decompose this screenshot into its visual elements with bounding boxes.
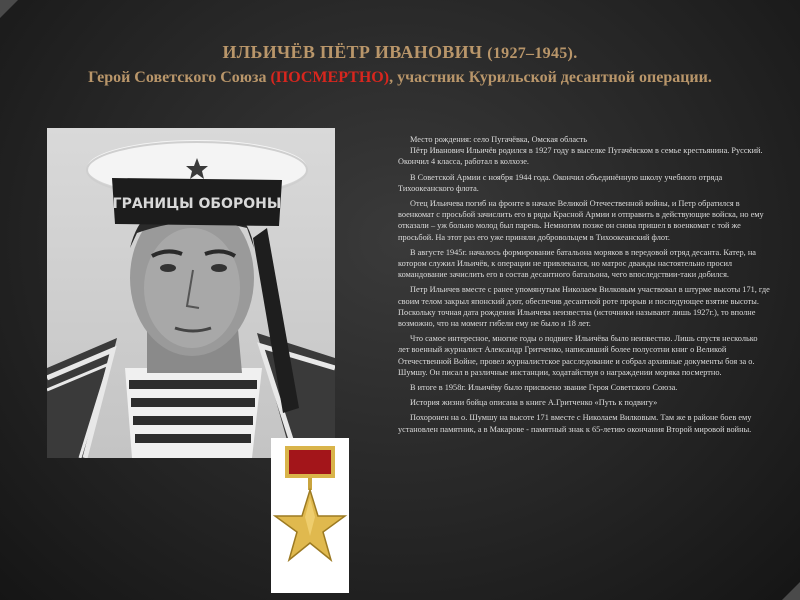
hero-title-text: Герой Советского Союза [88, 69, 267, 86]
bio-paragraph: Отец Ильичева погиб на фронте в начале Великой Отечественной войны, и Петр обратился в военкомат с просьбой зачислить его в ряды Красной Армии и отправить в действующие войска, но ему отказали – уж больно молод был парень. Немногим позже он снова пришел в военкомат с той же просьбой. На этот раз его уже приняли добровольцем в Тихоокеанский флот. [398, 199, 764, 242]
operation-text: , участник Курильской десантной операции. [389, 69, 712, 86]
bio-paragraph: В итоге в 1958г. Ильичёву было присвоено звание Героя Советского Союза. [410, 383, 678, 393]
hero-years: (1927–1945). [487, 45, 578, 62]
corner-decoration-bottom-right [782, 582, 800, 600]
bio-paragraph: Петр Ильичев вместе с ранее упомянутым Николаем Вилковым участвовал в штурме высоты 171, где своим телом закрыл японский дзот, обеспечив десантной роте прорыв и последующее взятие высоты. Поскольку точная дата рождения Ильичева неизвестна (источники называют лишь 1927г.), то вполне возможно, что на момент гибели ему не было и 18 лет. [398, 285, 770, 329]
title-name-line [30, 40, 770, 66]
portrait-illustration [47, 128, 335, 458]
corner-decoration-top-left [0, 0, 18, 18]
gold-star-medal-icon [271, 438, 349, 593]
bio-paragraph: История жизни бойца описана в книге А.Гритченко «Путь к подвигу» [410, 398, 658, 408]
bio-paragraph: В августе 1945г. началось формирование батальона моряков в передовой отряд десанта. Катер, на котором служил Ильичёв, к операции не привлекался, но матрос дважды настоятельно просил командование зачислить его в состав десантного батальона, чего впоследствии-таки добился. [398, 247, 756, 280]
title-subtitle-line [30, 66, 770, 90]
portrait-photo [47, 128, 335, 458]
hero-name: ИЛЬИЧЁВ ПЁТР ИВАНОВИЧ [222, 42, 483, 62]
bio-paragraph: Пётр Иванович Ильичёв родился в 1927 году в выселке Пугачёвском в семье крестьянина. Русский. Окончил 4 класса, работал в колхозе. [398, 146, 763, 167]
cap-band-text: ГРАНИЦЫ ОБОРОНЫ [112, 196, 282, 212]
bio-paragraph: В Советской Армии с ноября 1944 года. Окончил объединённую школу учебного отряда Тихоокеанского флота. [398, 172, 723, 193]
birthplace-line: Место рождения: село Пугачёвка, Омская область [410, 135, 588, 144]
slide-title [30, 40, 770, 90]
bio-paragraph: Что самое интересное, многие годы о подвиге Ильичёва было неизвестно. Лишь спустя несколько лет военный журналист Александр Гритченко, написавший более полусотни книг о Великой Отечественной Войне, провел журналистское расследование и собрал архивные документы боя за о. Шумшу. Он писал в различные инстанции, ходатайствуя о награждении моряка посмертно. [398, 334, 758, 377]
posthumous-label: (ПОСМЕРТНО) [270, 69, 390, 86]
biography-text [398, 134, 770, 439]
hero-medal-image [271, 438, 349, 593]
bio-paragraph: Похоронен на о. Шумшу на высоте 171 вместе с Николаем Вилковым. Там же в районе боев ему установлен памятник, а в Макарове - памятный знак к 65-летию окончания Второй мировой войны. [398, 413, 752, 434]
